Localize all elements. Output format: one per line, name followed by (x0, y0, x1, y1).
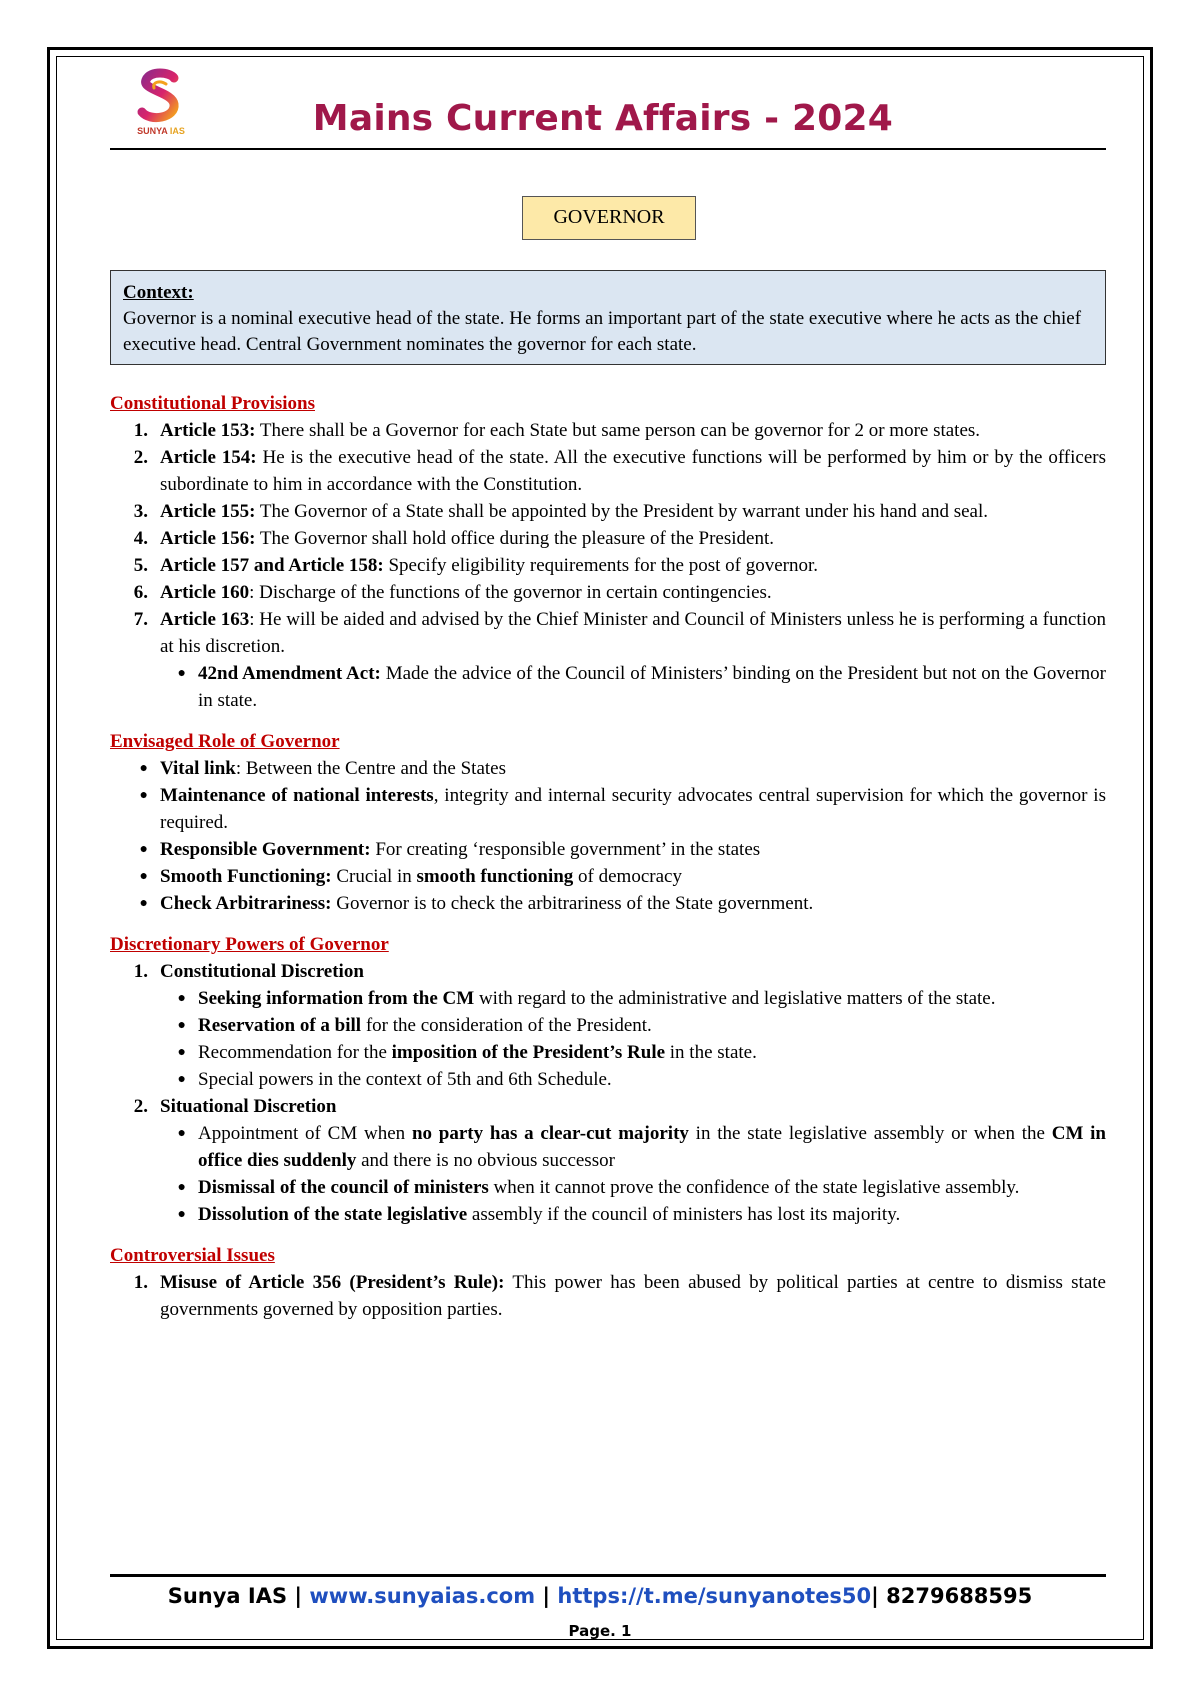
list-item: 2. Situational Discretion (133, 1096, 337, 1117)
bullet-icon: ● (177, 1207, 186, 1222)
list-item (110, 525, 1106, 552)
header-divider (110, 148, 1106, 150)
list-number: 6. (133, 582, 148, 603)
list-item (110, 1174, 1106, 1201)
page-title: Mains Current Affairs - 2024 (312, 98, 893, 139)
main-content (110, 390, 1106, 1337)
numbered-list (110, 417, 1106, 660)
logo-wordmark: SUNYA IAS (137, 126, 185, 136)
list-text: Article 154: He is the executive head of the state. All the executive functions will be performed by him or by the officers subordinate to him in accordance with the Constitution. (160, 447, 1107, 495)
list-item (110, 579, 1106, 606)
bullet-icon: ● (139, 788, 148, 803)
list-item (110, 552, 1106, 579)
list-item (110, 1012, 1106, 1039)
list-item (110, 498, 1106, 525)
context-box (110, 270, 1106, 365)
footer-divider (110, 1574, 1106, 1577)
bullet-icon: ● (177, 1180, 186, 1195)
bullet-list (110, 1120, 1106, 1228)
list-text: Article 157 and Article 158: Specify eligibility requirements for the post of governor. (160, 555, 818, 576)
section-heading: Discretionary Powers of Governor (110, 934, 389, 955)
bullet-icon: ● (177, 1126, 186, 1141)
list-text: Article 156: The Governor shall hold office during the pleasure of the President. (160, 528, 774, 549)
page-number: Page. 1 (568, 1622, 632, 1640)
list-number: 1. (133, 420, 148, 441)
footer-brand: Sunya IAS | (167, 1584, 310, 1608)
list-text: Article 155: The Governor of a State shall be appointed by the President by warrant under his hand and seal. (160, 501, 989, 522)
numbered-list (110, 1269, 1106, 1323)
list-text: Seeking information from the CM with regard to the administrative and legislative matters of the state. (198, 988, 996, 1009)
list-text: Article 160: Discharge of the functions of the governor in certain contingencies. (160, 582, 772, 603)
bullet-icon: ● (177, 991, 186, 1006)
sunya-ias-logo (120, 66, 202, 146)
list-number: 7. (133, 609, 148, 630)
telegram-link[interactable]: https://t.me/sunyanotes50 (557, 1584, 872, 1608)
list-item (110, 1039, 1106, 1066)
topic-title-box: GOVERNOR (522, 196, 696, 240)
list-text: Article 163: He will be aided and advised by the Chief Minister and Council of Ministers unless he is performing a function at his discretion. (160, 609, 1106, 657)
bullet-icon: ● (139, 869, 148, 884)
list-item (110, 1066, 1106, 1093)
section-envisaged-role (110, 728, 1106, 917)
list-text: Article 153: There shall be a Governor for each State but same person can be governor for 2 or more states. (160, 420, 981, 441)
list-number: 4. (133, 528, 148, 549)
list-item (110, 1269, 1106, 1323)
list-text: Responsible Government: For creating ‘responsible government’ in the states (160, 839, 761, 860)
list-number: 2. (133, 447, 148, 468)
section-heading: Envisaged Role of Governor (110, 731, 340, 752)
list-item (110, 863, 1106, 890)
list-text: Smooth Functioning: Crucial in smooth functioning of democracy (160, 866, 682, 887)
list-text: Misuse of Article 356 (President’s Rule): This power has been abused by political parties at centre to dismiss state governments governed by opposition parties. (160, 1272, 1106, 1320)
list-text: Check Arbitrariness: Governor is to check the arbitrariness of the State government. (160, 893, 814, 914)
list-item (110, 1120, 1106, 1174)
bullet-icon: ● (139, 896, 148, 911)
list-item (110, 836, 1106, 863)
list-item (110, 782, 1106, 836)
website-link[interactable]: www.sunyaias.com (309, 1584, 536, 1608)
bullet-list (110, 985, 1106, 1093)
bullet-list (110, 755, 1106, 917)
list-number: 5. (133, 555, 148, 576)
list-text: Maintenance of national interests, integrity and internal security advocates central supervision for which the governor is required. (160, 785, 1106, 833)
list-item (110, 1201, 1106, 1228)
list-item: ● 42nd Amendment Act: Made the advice of the Council of Ministers’ binding on the President but not on the Governor in state. (110, 660, 1106, 714)
footer: Sunya IAS | www.sunyaias.com | https://t.me/sunyanotes50| 8279688595 (167, 1584, 1033, 1608)
list-text: Vital link: Between the Centre and the States (160, 758, 506, 779)
section-heading: Controversial Issues (110, 1245, 275, 1266)
context-label: Context: (123, 282, 194, 303)
bullet-icon: ● (177, 1072, 186, 1087)
section-heading: Constitutional Provisions (110, 393, 315, 414)
footer-phone: | 8279688595 (871, 1584, 1033, 1608)
list-text: Dismissal of the council of ministers when it cannot prove the confidence of the state legislative assembly. (198, 1177, 1020, 1198)
list-text: Dissolution of the state legislative assembly if the council of ministers has lost its majority. (198, 1204, 901, 1225)
section-controversial-issues (110, 1242, 1106, 1323)
section-constitutional-provisions (110, 390, 1106, 714)
list-item: 1. Constitutional Discretion (133, 961, 364, 982)
list-item (110, 417, 1106, 444)
bullet-icon: ● (177, 1045, 186, 1060)
list-text: Recommendation for the imposition of the President’s Rule in the state. (198, 1042, 757, 1063)
list-text: Reservation of a bill for the consideration of the President. (198, 1015, 652, 1036)
list-item (110, 890, 1106, 917)
bullet-icon: ● (139, 761, 148, 776)
list-text: Special powers in the context of 5th and 6th Schedule. (198, 1069, 612, 1090)
list-number: 1. (133, 1272, 148, 1293)
list-number: 3. (133, 501, 148, 522)
bullet-icon: ● (177, 1018, 186, 1033)
context-text: Governor is a nominal executive head of the state. He forms an important part of the state executive where he acts as the chief executive head. Central Government nominates the governor for each state. (123, 308, 1082, 355)
bullet-icon: ● (139, 842, 148, 857)
list-item (110, 755, 1106, 782)
bullet-icon: ● (177, 666, 186, 681)
section-discretionary-powers (110, 931, 1106, 1228)
list-item (110, 985, 1106, 1012)
list-text: Appointment of CM when no party has a clear-cut majority in the state legislative assembly or when the CM in office dies suddenly and there is no obvious successor (198, 1123, 1106, 1171)
list-item (110, 444, 1106, 498)
sunya-s-logo-icon (120, 66, 202, 128)
list-item (110, 606, 1106, 660)
